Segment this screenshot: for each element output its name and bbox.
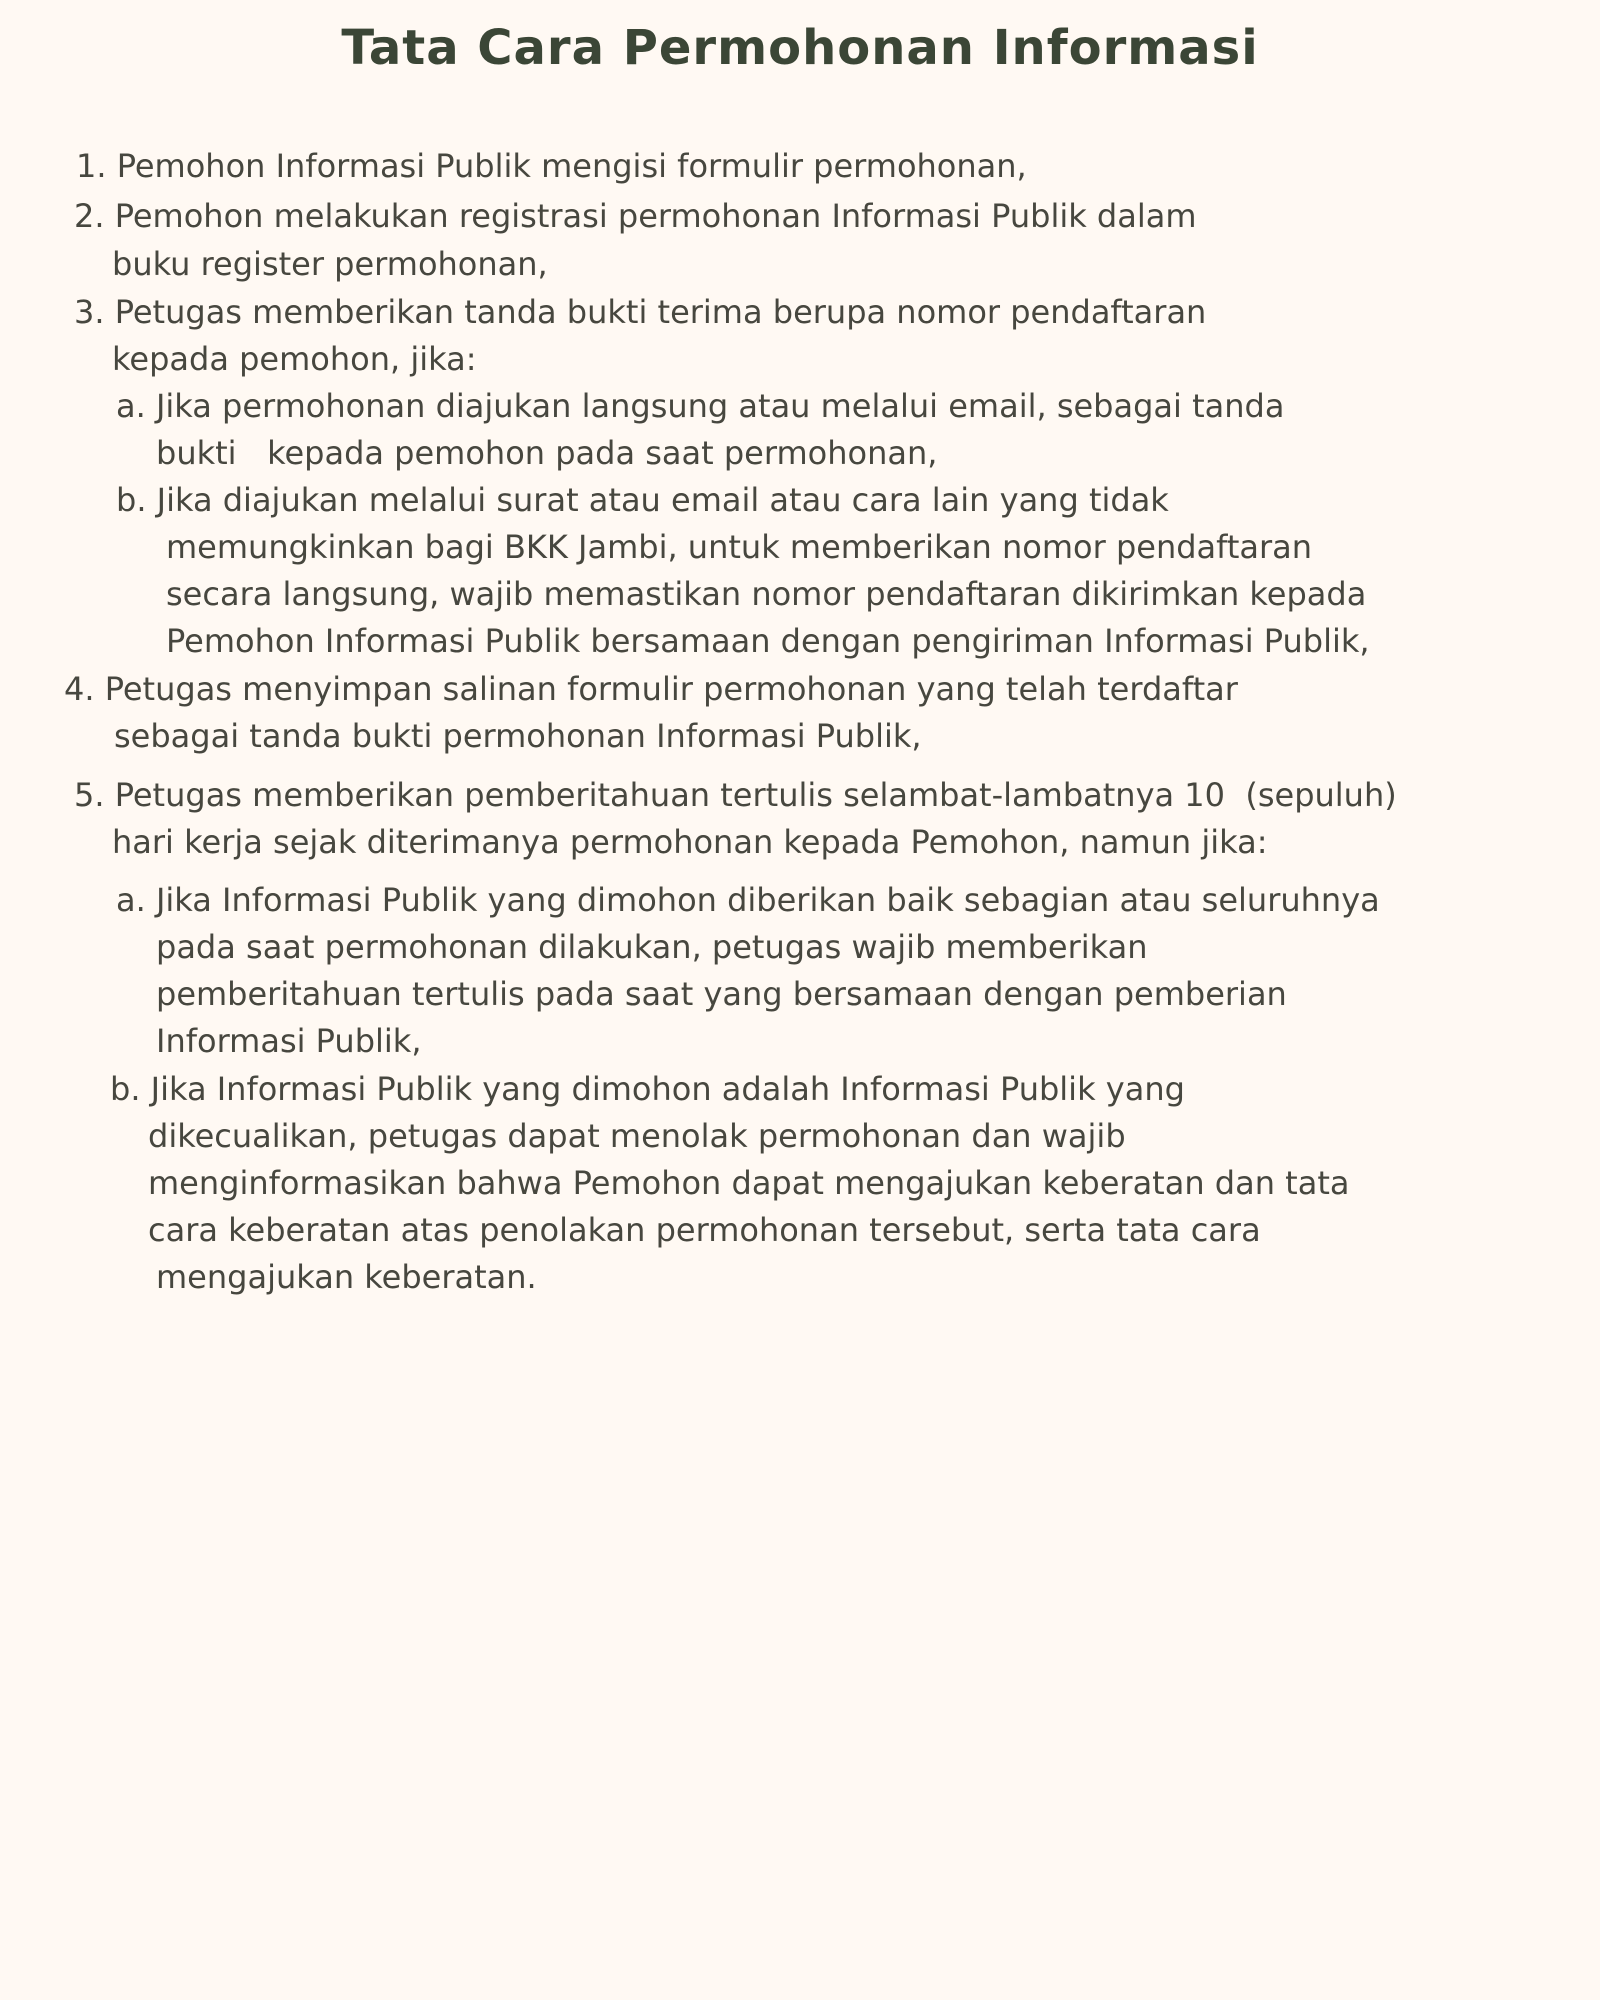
step-3a-text: Jika permohonan diajukan langsung atau melalui email, sebagai tanda <box>155 387 1285 425</box>
step-5a-line-1 <box>116 880 1380 920</box>
step-2-text: Pemohon melakukan registrasi permohonan Informasi Publik dalam <box>114 197 1197 235</box>
step-1-marker: 1. <box>76 147 107 185</box>
step-4-line-2: sebagai tanda bukti permohonan Informasi Publik, <box>114 717 922 755</box>
step-5b-line-1 <box>110 1069 1185 1109</box>
step-5b-line-4: cara keberatan atas penolakan permohonan tersebut, serta tata cara <box>148 1211 1261 1249</box>
step-3b-line-1 <box>116 480 1169 520</box>
step-4-line-1 <box>64 669 1238 709</box>
step-5a-marker: a. <box>116 881 146 919</box>
step-3b-line-3: secara langsung, wajib memastikan nomor pendaftaran dikirimkan kepada <box>166 575 1367 613</box>
step-5a-line-3: pemberitahuan tertulis pada saat yang bersamaan dengan pemberian <box>156 975 1287 1013</box>
step-3-line-2: kepada pemohon, jika: <box>112 340 477 378</box>
step-5b-marker: b. <box>110 1070 141 1108</box>
step-5b-line-5: mengajukan keberatan. <box>156 1258 537 1296</box>
step-5-line-2: hari kerja sejak diterimanya permohonan kepada Pemohon, namun jika: <box>112 823 1268 861</box>
step-5-text: Petugas memberikan pemberitahuan tertulis selambat-lambatnya 10 (sepuluh) <box>114 776 1397 814</box>
step-3b-line-2: memungkinkan bagi BKK Jambi, untuk memberikan nomor pendaftaran <box>166 528 1313 566</box>
step-5a-line-4: Informasi Publik, <box>156 1022 422 1060</box>
step-5b-line-2: dikecualikan, petugas dapat menolak permohonan dan wajib <box>148 1117 1126 1155</box>
step-2-marker: 2. <box>74 197 105 235</box>
step-3-text: Petugas memberikan tanda bukti terima berupa nomor pendaftaran <box>114 293 1207 331</box>
step-3a-line-1 <box>116 386 1284 426</box>
step-1-text: Pemohon Informasi Publik mengisi formulir permohonan, <box>116 147 1027 185</box>
step-3a-marker: a. <box>116 387 146 425</box>
step-5b-text: Jika Informasi Publik yang dimohon adalah Informasi Publik yang <box>150 1070 1185 1108</box>
step-5a-text: Jika Informasi Publik yang dimohon diberikan baik sebagian atau seluruhnya <box>155 881 1380 919</box>
step-5b-line-3: menginformasikan bahwa Pemohon dapat mengajukan keberatan dan tata <box>148 1164 1350 1202</box>
page-title: Tata Cara Permohonan Informasi <box>341 20 1259 76</box>
step-2-line-1 <box>74 196 1197 236</box>
step-1-line-1 <box>76 146 1027 186</box>
step-3a-line-2: bukti kepada pemohon pada saat permohonan, <box>156 434 938 472</box>
step-3-line-1 <box>74 292 1206 332</box>
step-4-marker: 4. <box>64 670 95 708</box>
step-2-line-2: buku register permohonan, <box>112 245 548 283</box>
step-3b-text: Jika diajukan melalui surat atau email atau cara lain yang tidak <box>156 481 1169 519</box>
step-3-marker: 3. <box>74 293 105 331</box>
step-5-line-1 <box>74 775 1397 815</box>
step-5a-line-2: pada saat permohonan dilakukan, petugas wajib memberikan <box>156 928 1148 966</box>
step-3b-line-4: Pemohon Informasi Publik bersamaan dengan pengiriman Informasi Publik, <box>166 622 1370 660</box>
step-5-marker: 5. <box>74 776 105 814</box>
step-3b-marker: b. <box>116 481 147 519</box>
step-4-text: Petugas menyimpan salinan formulir permohonan yang telah terdaftar <box>104 670 1238 708</box>
